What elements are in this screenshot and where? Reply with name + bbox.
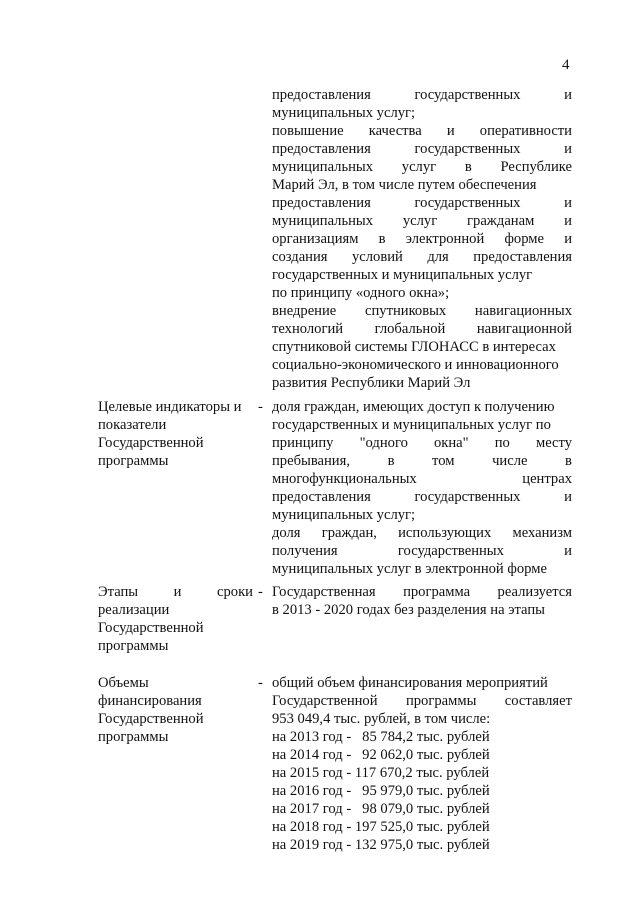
- word: государственных: [414, 489, 521, 505]
- word: форме: [504, 231, 545, 247]
- section-label: [98, 398, 273, 470]
- word: реализации: [98, 602, 170, 618]
- separator-dash: -: [258, 675, 263, 691]
- word: доля: [272, 525, 301, 541]
- label-line: [98, 728, 273, 746]
- text-line: [272, 710, 490, 728]
- text-line: [272, 398, 555, 416]
- word: гражданам: [467, 213, 535, 229]
- word: месту: [535, 435, 572, 451]
- text-line: [272, 374, 470, 392]
- word: Государственная: [272, 584, 376, 600]
- word: и: [173, 584, 182, 600]
- word: глобальной: [374, 321, 446, 337]
- text-line: [272, 176, 536, 194]
- label-line: [98, 452, 273, 470]
- word: муниципальных: [272, 213, 374, 229]
- word: в 2013 - 2020 годах без разделения на этапы: [272, 602, 545, 618]
- word: государственных: [414, 141, 521, 157]
- word: механизм: [512, 525, 572, 541]
- word: использующих: [398, 525, 492, 541]
- word: Марий Эл, в том числе путем обеспечения: [272, 177, 537, 193]
- word: качества: [368, 123, 422, 139]
- word: создания: [272, 249, 328, 265]
- word: технологий: [272, 321, 344, 337]
- word: общий объем финансирования мероприятий: [272, 675, 548, 691]
- finance-year-row: на 2015 год - 117 670,2 тыс. рублей: [272, 765, 490, 781]
- text-line: [272, 266, 532, 284]
- text-line: [272, 104, 415, 122]
- text-line: [272, 194, 572, 212]
- word: в: [387, 453, 395, 469]
- word: развития Республики Марий Эл: [272, 375, 471, 391]
- word: и: [564, 231, 572, 247]
- word: спутниковой системы ГЛОНАСС в интересах: [272, 339, 556, 355]
- word: программы: [98, 638, 169, 654]
- finance-year-row: на 2017 год - 98 079,0 тыс. рублей: [272, 801, 490, 817]
- word: и: [564, 213, 572, 229]
- word: муниципальных: [272, 159, 374, 175]
- text-line: [272, 320, 572, 338]
- text-line: [272, 356, 559, 374]
- word: Объемы: [98, 675, 149, 691]
- label-line: [98, 674, 273, 692]
- word: предоставления: [473, 249, 572, 265]
- word: программы: [98, 453, 169, 469]
- word: центрах: [522, 471, 572, 487]
- finance-year-row: на 2016 год - 95 979,0 тыс. рублей: [272, 783, 490, 799]
- word: социально-экономического и инновационного: [272, 357, 559, 373]
- word: программы: [98, 729, 169, 745]
- finance-year-row: на 2018 год - 197 525,0 тыс. рублей: [272, 819, 490, 835]
- word: муниципальных услуг;: [272, 105, 416, 121]
- word: Государственной: [98, 620, 204, 636]
- text-line: [272, 338, 556, 356]
- label-line: [98, 710, 273, 728]
- label-line: [98, 398, 273, 416]
- word: государственных: [397, 543, 504, 559]
- word: реализуется: [497, 584, 572, 600]
- word: в: [378, 231, 386, 247]
- word: программа: [403, 584, 471, 600]
- word: предоставления: [272, 195, 371, 211]
- word: государственных: [414, 87, 521, 103]
- word: повышение: [272, 123, 344, 139]
- word: навигационных: [474, 303, 572, 319]
- word: и: [564, 543, 572, 559]
- label-line: [98, 583, 253, 601]
- word: получения: [272, 543, 338, 559]
- label-line: [98, 434, 273, 452]
- word: спутниковых: [364, 303, 447, 319]
- word: услуг: [402, 213, 438, 229]
- text-line: [272, 674, 548, 692]
- text-line: [272, 524, 572, 542]
- word: Государственной: [98, 435, 204, 451]
- word: числе: [492, 453, 528, 469]
- label-line: [98, 637, 273, 655]
- text-line: [272, 583, 572, 601]
- label-line: [98, 601, 273, 619]
- word: показатели: [98, 417, 167, 433]
- text-line: [272, 488, 572, 506]
- word: программы: [405, 693, 477, 709]
- word: принципу: [272, 435, 334, 451]
- word: оперативности: [479, 123, 572, 139]
- word: окна": [433, 435, 469, 451]
- text-line: [272, 158, 572, 176]
- text-line: [272, 692, 572, 710]
- word: граждан,: [321, 525, 377, 541]
- word: и: [564, 141, 572, 157]
- word: и: [564, 195, 572, 211]
- finance-year-row: на 2019 год - 132 975,0 тыс. рублей: [272, 837, 490, 853]
- word: составляет: [504, 693, 572, 709]
- word: "одного: [359, 435, 408, 451]
- text-line: [272, 434, 572, 452]
- text-line: [272, 302, 572, 320]
- word: услуг: [401, 159, 437, 175]
- separator-dash: -: [258, 584, 263, 600]
- text-line: [272, 212, 572, 230]
- label-line: [98, 416, 273, 434]
- word: и: [564, 87, 572, 103]
- text-line: [272, 601, 545, 619]
- word: финансирования: [98, 693, 202, 709]
- word: электронной: [405, 231, 485, 247]
- word: для: [427, 249, 449, 265]
- section-label: [98, 674, 273, 746]
- word: пребывания,: [272, 453, 350, 469]
- word: предоставления: [272, 87, 371, 103]
- word: и: [564, 489, 572, 505]
- word: Республике: [500, 159, 572, 175]
- label-line: [98, 692, 273, 710]
- word: муниципальных услуг в электронной форме: [272, 561, 547, 577]
- word: государственных и муниципальных услуг по: [272, 417, 551, 433]
- word: внедрение: [272, 303, 337, 319]
- word: Государственной: [272, 693, 378, 709]
- text-line: [272, 230, 572, 248]
- word: многофункциональных: [272, 471, 417, 487]
- text-line: [272, 506, 415, 524]
- label-line: [98, 619, 273, 637]
- page-number: 4: [562, 57, 570, 73]
- word: муниципальных услуг;: [272, 507, 416, 523]
- text-line: [272, 248, 572, 266]
- word: по: [494, 435, 510, 451]
- word: Государственной: [98, 711, 204, 727]
- word: предоставления: [272, 489, 371, 505]
- word: Целевые индикаторы и: [98, 399, 242, 415]
- text-line: [272, 416, 551, 434]
- word: предоставления: [272, 141, 371, 157]
- section-label: [98, 583, 273, 655]
- word: в: [464, 159, 472, 175]
- finance-year-row: на 2014 год - 92 062,0 тыс. рублей: [272, 747, 490, 763]
- word: по принципу «одного окна»;: [272, 285, 450, 301]
- word: и: [446, 123, 455, 139]
- text-line: [272, 542, 572, 560]
- text-line: [272, 470, 572, 488]
- word: в: [565, 453, 572, 469]
- text-line: [272, 86, 572, 104]
- text-line: [272, 560, 547, 578]
- word: Этапы: [98, 584, 139, 600]
- text-line: [272, 452, 572, 470]
- word: том: [432, 453, 455, 469]
- finance-year-row: на 2013 год - 85 784,2 тыс. рублей: [272, 729, 490, 745]
- word: организациям: [272, 231, 359, 247]
- word: сроки: [217, 584, 253, 600]
- separator-dash: -: [258, 399, 263, 415]
- text-line: [272, 284, 449, 302]
- word: государственных и муниципальных услуг: [272, 267, 533, 283]
- word: навигационной: [476, 321, 572, 337]
- text-line: [272, 122, 572, 140]
- word: условий: [351, 249, 403, 265]
- word: доля граждан, имеющих доступ к получению: [272, 399, 555, 415]
- word: 953 049,4 тыс. рублей, в том числе:: [272, 711, 491, 727]
- word: государственных: [414, 195, 521, 211]
- text-line: [272, 140, 572, 158]
